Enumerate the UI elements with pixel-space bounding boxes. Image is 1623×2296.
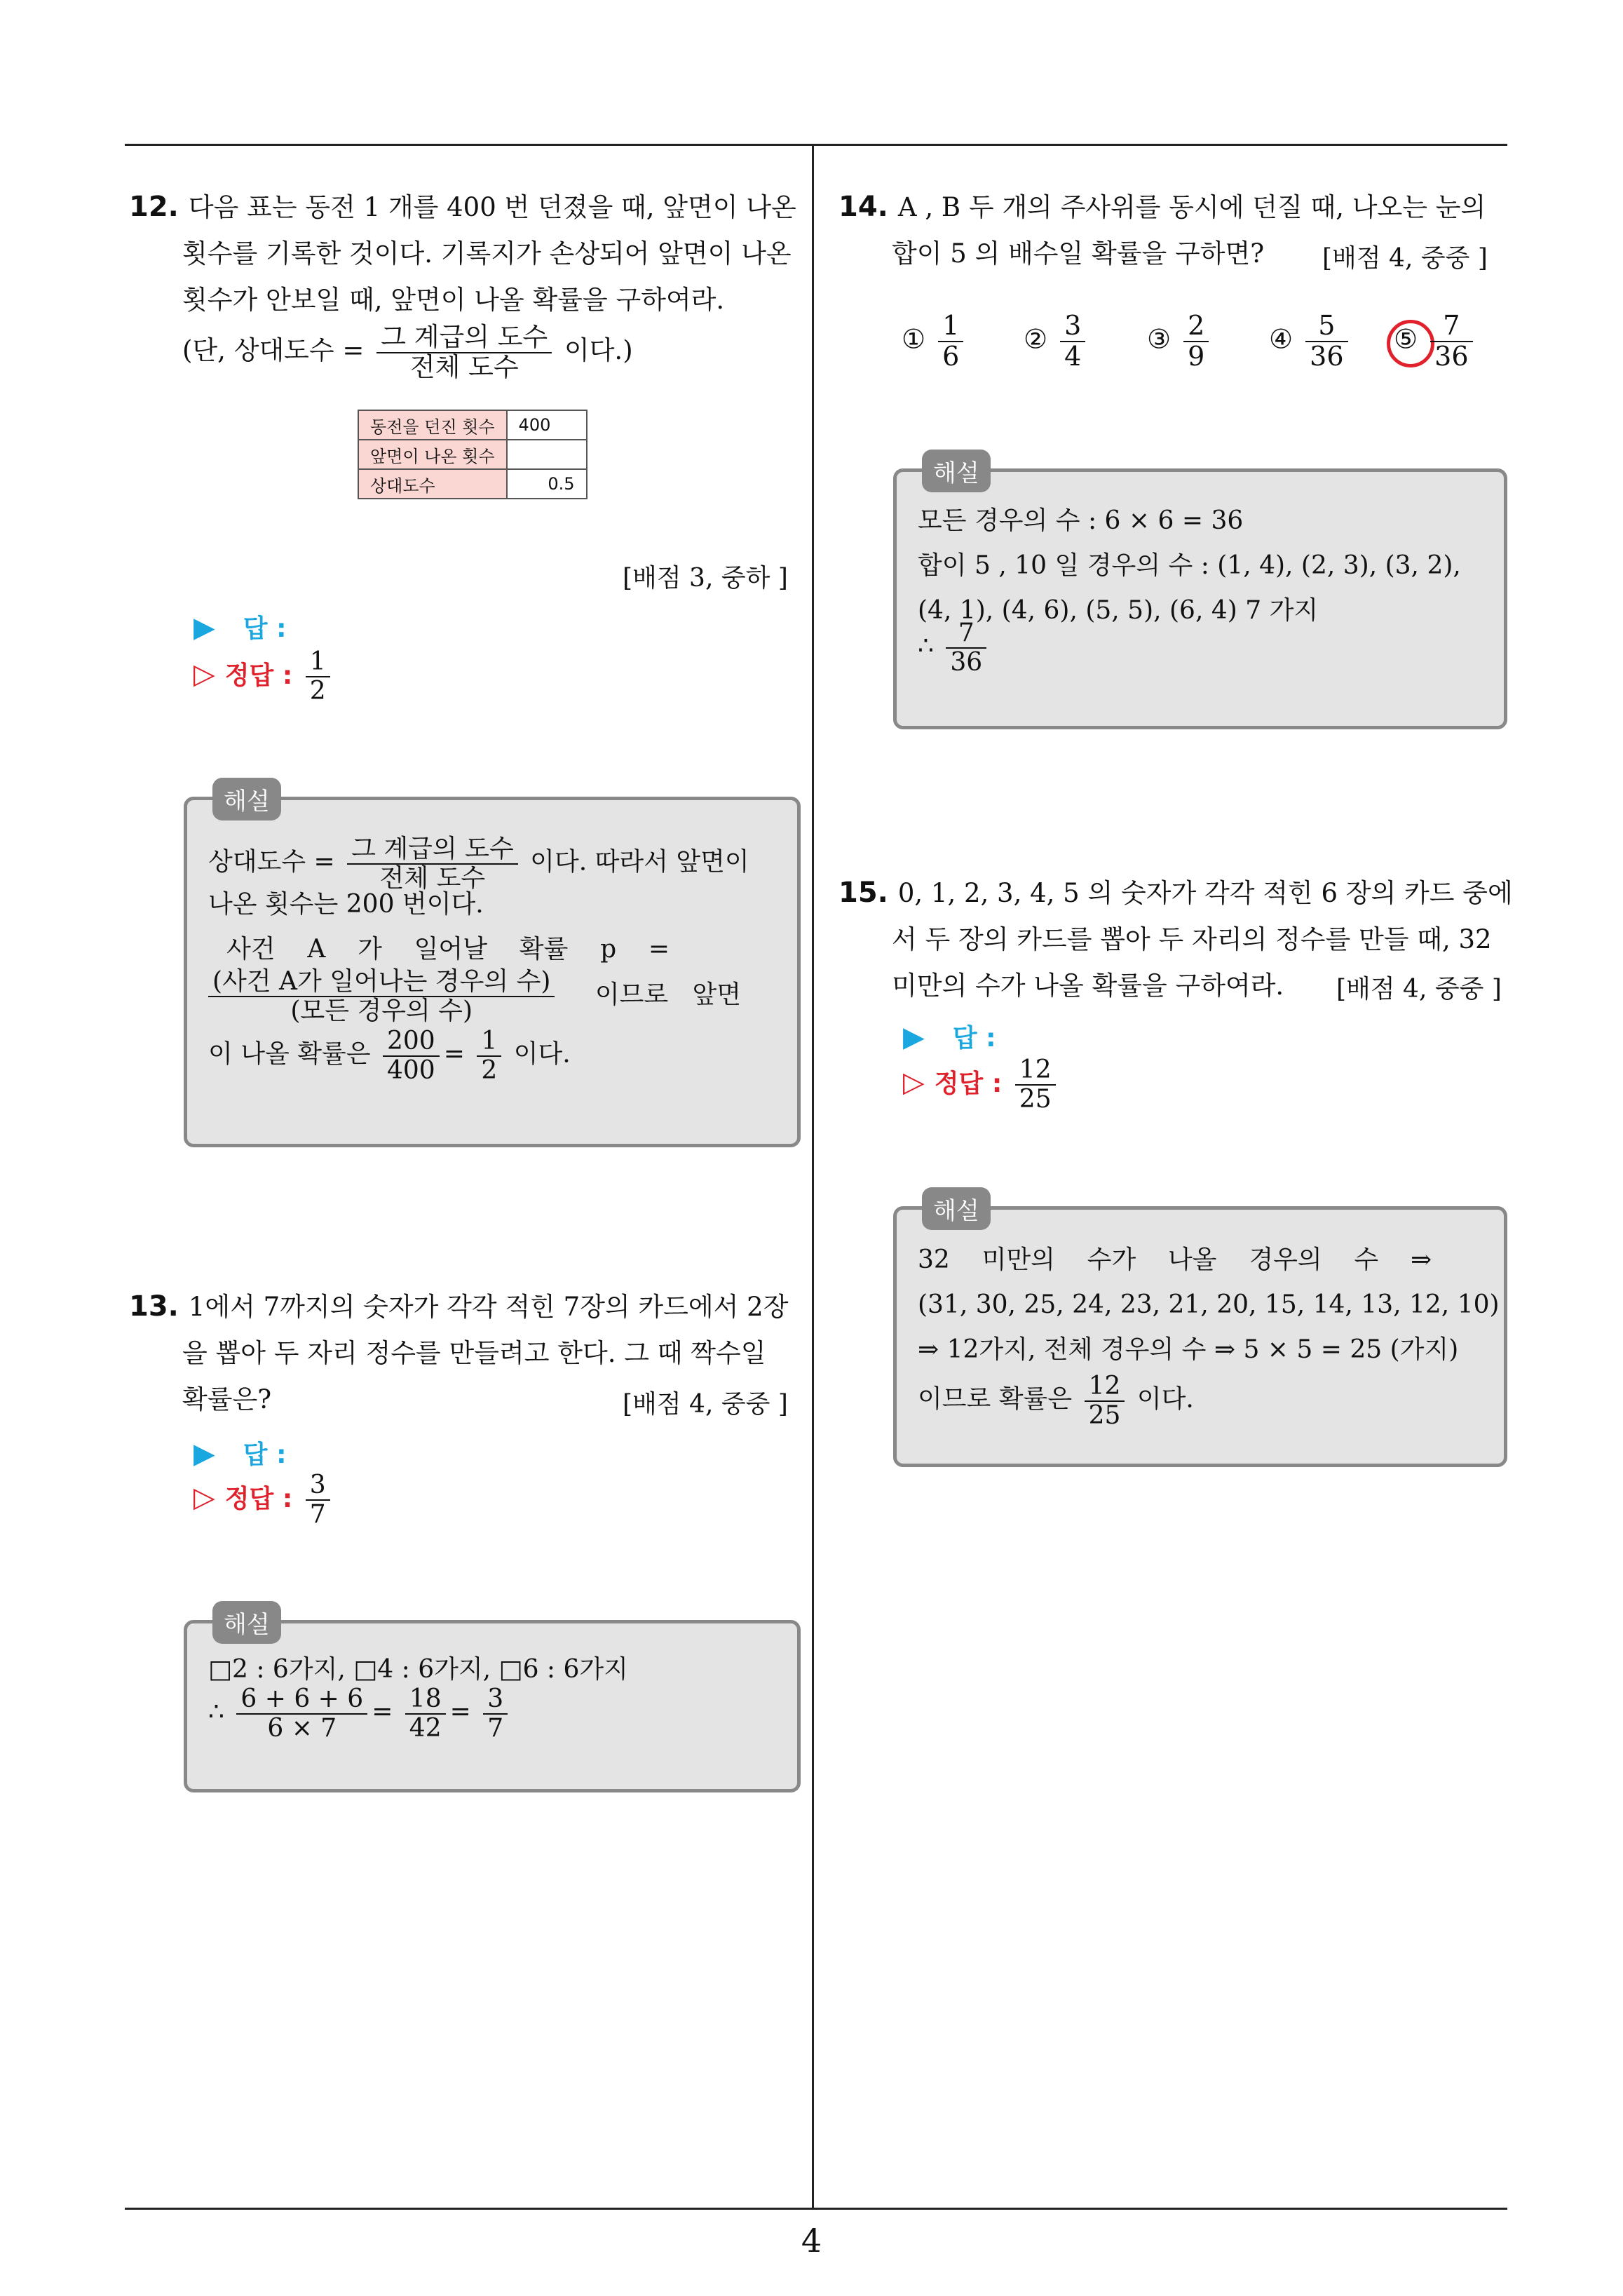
table-cell: 동전을 던진 횟수 xyxy=(358,410,507,440)
explanation-line: 합이 5 , 10 일 경우의 수 : (1, 4), (2, 3), (3, 2), xyxy=(918,551,1461,580)
table-cell: 상대도수 xyxy=(358,469,507,499)
explanation-line: 모든 경우의 수 : 6 × 6 = 36 xyxy=(918,506,1244,535)
question-text: 확률은? xyxy=(182,1384,272,1414)
explanation-line: ⇒ 12가지, 전체 경우의 수 ⇒ 5 × 5 = 25 (가지) xyxy=(918,1335,1459,1364)
explanation-tab: 해설 xyxy=(212,1601,281,1644)
fraction: $\frac{\text{그 계급의 도수}}{\text{전체 도수}}$ xyxy=(376,323,552,381)
table-cell: 400 xyxy=(507,410,587,440)
question-text: 다음 표는 동전 1 개를 400 번 던졌을 때, 앞면이 나온 xyxy=(188,192,796,222)
correct-answer-row: ▷ 정답 : $\frac{3}{7}$ xyxy=(193,1471,334,1528)
fraction: $\frac{7}{36}$ xyxy=(1430,311,1472,372)
fraction: $\frac{5}{36}$ xyxy=(1305,311,1347,372)
question-text: A , B 두 개의 주사위를 동시에 던질 때, 나오는 눈의 xyxy=(897,192,1486,222)
fraction: $\frac{2}{9}$ xyxy=(1183,311,1209,372)
question-12 xyxy=(129,184,802,381)
question-note: (단, 상대도수 = $\frac{\text{그 계급의 도수}}{\text{전체 도수}}$ 이다.) xyxy=(182,322,633,382)
play-outline-icon: ▷ xyxy=(903,1066,925,1099)
explanation-line: 이 나올 확률은 $\frac{200}{400}$ = $\frac{1}{2}$ 이다. xyxy=(208,1027,571,1085)
question-text: 횟수를 기록한 것이다. 기록지가 손상되어 앞면이 나온 xyxy=(182,238,792,269)
explanation-box xyxy=(893,1197,1507,1467)
score-tag: [배점 4, 중중 ] xyxy=(623,1390,788,1419)
choice-2[interactable]: ② $\frac{3}{4}$ xyxy=(1024,311,1089,372)
question-text: 1에서 7까지의 숫자가 각각 적힌 7장의 카드에서 2장 xyxy=(188,1292,789,1322)
explanation-line: (4, 1), (4, 6), (5, 5), (6, 4) 7 가지 xyxy=(918,596,1319,625)
question-text: 0, 1, 2, 3, 4, 5 의 숫자가 각각 적힌 6 장의 카드 중에 xyxy=(897,878,1513,908)
answer-row: ▶ 답 : xyxy=(193,612,287,644)
fraction: $\frac{18}{42}$ xyxy=(405,1685,446,1742)
question-number: 14. xyxy=(838,191,888,223)
column-divider xyxy=(812,146,814,2208)
answer-row: ▶ 답 : xyxy=(193,1438,287,1470)
table-cell xyxy=(507,440,587,469)
correct-answer-row: ▷ 정답 : $\frac{1}{2}$ xyxy=(193,648,334,705)
explanation-tab: 해설 xyxy=(922,450,991,492)
question-number: 12. xyxy=(129,191,179,223)
explanation-line: 32 미만의 수가 나올 경우의 수 ⇒ xyxy=(918,1245,1432,1274)
bottom-rule xyxy=(125,2208,1507,2210)
explanation-line: 상대도수 = $\frac{\text{그 계급의 도수}}{\text{전체 도수}}$ 이다. 따라서 앞면이 xyxy=(208,835,749,893)
explanation-tab: 해설 xyxy=(922,1187,991,1230)
explanation-line: 나온 횟수는 200 번이다. xyxy=(208,890,484,919)
fraction: $\frac{1}{2}$ xyxy=(477,1027,501,1084)
question-text: 서 두 장의 카드를 뽑아 두 자리의 정수를 만들 때, 32 xyxy=(892,924,1492,954)
explanation-box xyxy=(184,788,801,1147)
fraction: $\frac{3}{4}$ xyxy=(1060,311,1085,372)
answer-fraction: $\frac{1}{2}$ xyxy=(306,648,330,705)
play-icon: ▶ xyxy=(193,1438,215,1470)
question-number: 13. xyxy=(129,1290,179,1323)
fraction: $\frac{3}{7}$ xyxy=(483,1685,508,1742)
explanation-line: $\frac{\text{(사건 A가 일어나는 경우의 수)}}{\text{(모든 경우의 수)}}$ 이므로 앞면 xyxy=(208,968,776,1025)
explanation-line: 이므로 확률은 $\frac{12}{25}$ 이다. xyxy=(918,1372,1194,1430)
play-icon: ▶ xyxy=(903,1021,925,1053)
answer-fraction: $\frac{3}{7}$ xyxy=(306,1471,330,1528)
explanation-line: ∴ $\frac{7}{36}$ xyxy=(918,619,1483,676)
question-text: 횟수가 안보일 때, 앞면이 나올 확률을 구하여라. xyxy=(182,285,725,315)
play-icon: ▶ xyxy=(193,612,215,644)
choice-5[interactable]: ⑤ $\frac{7}{36}$ xyxy=(1394,311,1477,372)
fraction: $\frac{200}{400}$ xyxy=(383,1027,440,1084)
question-text: 합이 5 의 배수일 확률을 구하면? xyxy=(892,238,1265,269)
fraction: $\frac{12}{25}$ xyxy=(1085,1372,1125,1429)
choice-3[interactable]: ③ $\frac{2}{9}$ xyxy=(1147,311,1213,372)
fraction: $\frac{1}{6}$ xyxy=(938,311,963,372)
explanation-line: 사건 A 가 일어날 확률 p = xyxy=(226,935,670,964)
answer-row: ▶ 답 : xyxy=(903,1021,996,1053)
explanation-tab: 해설 xyxy=(212,778,281,821)
record-table xyxy=(358,410,588,499)
page-number: 4 xyxy=(801,2222,822,2260)
correct-answer-row: ▷ 정답 : $\frac{12}{25}$ xyxy=(903,1056,1060,1113)
play-outline-icon: ▷ xyxy=(193,1481,215,1514)
fraction: $\frac{7}{36}$ xyxy=(946,619,986,676)
choice-1[interactable]: ① $\frac{1}{6}$ xyxy=(902,311,967,372)
fraction: $\frac{\text{그 계급의 도수}}{\text{전체 도수}}$ xyxy=(347,835,518,892)
play-outline-icon: ▷ xyxy=(193,658,215,691)
explanation-box xyxy=(184,1611,801,1792)
top-rule xyxy=(125,144,1507,146)
answer-fraction: $\frac{12}{25}$ xyxy=(1015,1056,1056,1113)
fraction: $\frac{6 + 6 + 6}{6 \times 7}$ xyxy=(236,1685,367,1742)
score-tag: [배점 3, 중하 ] xyxy=(623,564,788,593)
score-tag: [배점 4, 중중 ] xyxy=(1322,244,1488,273)
explanation-line: ∴ $\frac{6 + 6 + 6}{6 \times 7}$ = $\frac{18}{42}$ = $\frac{3}{7}$ xyxy=(208,1685,776,1742)
score-tag: [배점 4, 중중 ] xyxy=(1336,975,1502,1004)
explanation-line: (31, 30, 25, 24, 23, 21, 20, 15, 14, 13, 12, 10) xyxy=(918,1290,1500,1319)
choice-4[interactable]: ④ $\frac{5}{36}$ xyxy=(1269,311,1352,372)
question-text: 미만의 수가 나올 확률을 구하여라. xyxy=(892,971,1284,1001)
fraction: $\frac{\text{(사건 A가 일어나는 경우의 수)}}{\text{(모든 경우의 수)}}$ xyxy=(208,968,555,1025)
table-cell: 0.5 xyxy=(507,469,587,499)
question-text: 을 뽑아 두 자리 정수를 만들려고 한다. 그 때 짝수일 xyxy=(182,1338,766,1368)
table-cell: 앞면이 나온 횟수 xyxy=(358,440,507,469)
explanation-line: □2 : 6가지, □4 : 6가지, □6 : 6가지 xyxy=(208,1655,628,1684)
question-number: 15. xyxy=(838,877,888,909)
explanation-box xyxy=(893,459,1507,729)
